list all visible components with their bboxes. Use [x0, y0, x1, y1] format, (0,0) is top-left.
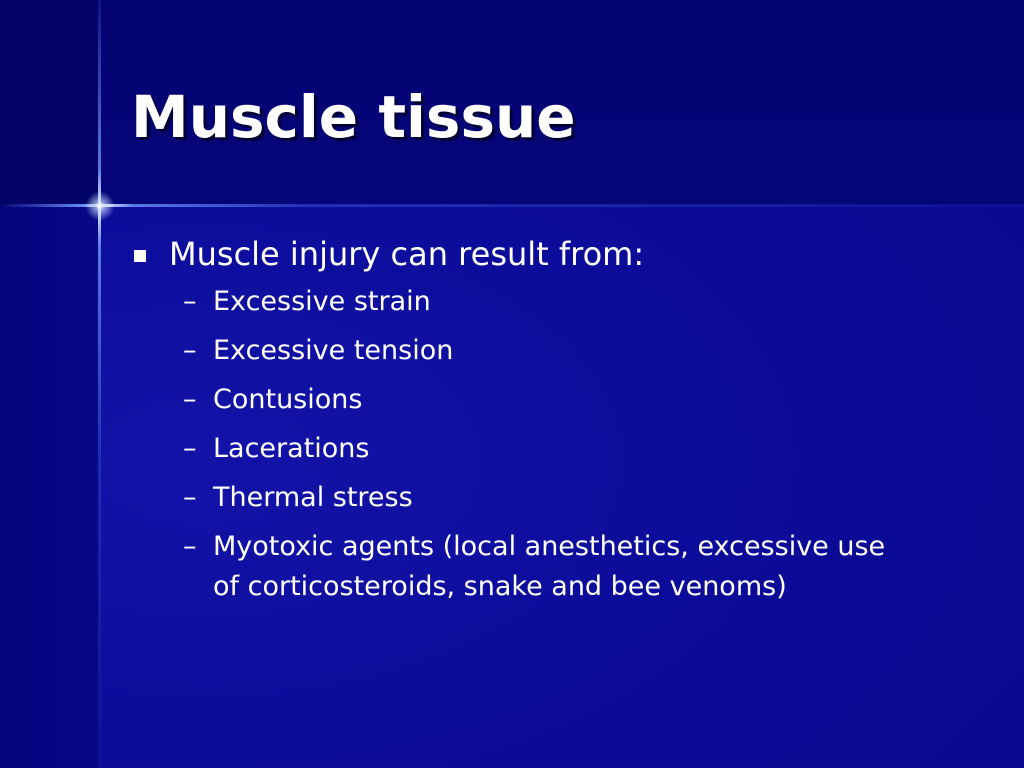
sparkle-star-icon [84, 190, 116, 222]
dash-bullet-marker: – [183, 286, 197, 317]
list-item [131, 380, 1001, 420]
square-bullet-icon [134, 250, 146, 262]
sub-bullet-text: Excessive tension [213, 335, 454, 366]
list-item [131, 331, 1001, 371]
sub-bullet-text: Excessive strain [213, 286, 431, 317]
dash-bullet-marker: – [183, 433, 197, 464]
main-bullet-text: Muscle injury can result from: [169, 235, 645, 273]
dash-bullet-marker: – [183, 482, 197, 513]
list-item [131, 478, 1001, 518]
dash-bullet-marker: – [183, 384, 197, 415]
list-item [131, 429, 1001, 469]
slide-body [131, 232, 1001, 616]
main-bullet [131, 232, 1001, 276]
horizontal-accent-line [0, 204, 1024, 207]
sub-bullet-text: Thermal stress [213, 482, 413, 513]
corner-background-block [0, 0, 100, 206]
dash-bullet-marker: – [183, 531, 197, 562]
sub-bullet-text: Contusions [213, 384, 363, 415]
sub-bullet-list [131, 282, 1001, 607]
sub-bullet-text: Myotoxic agents (local anesthetics, excessive use of corticosteroids, snake and bee venoms) [213, 531, 886, 602]
dash-bullet-marker: – [183, 335, 197, 366]
vertical-accent-line [98, 0, 101, 768]
sub-bullet-text: Lacerations [213, 433, 370, 464]
list-item [131, 282, 1001, 322]
list-item [131, 527, 1001, 607]
slide-title: Muscle tissue [131, 83, 576, 151]
